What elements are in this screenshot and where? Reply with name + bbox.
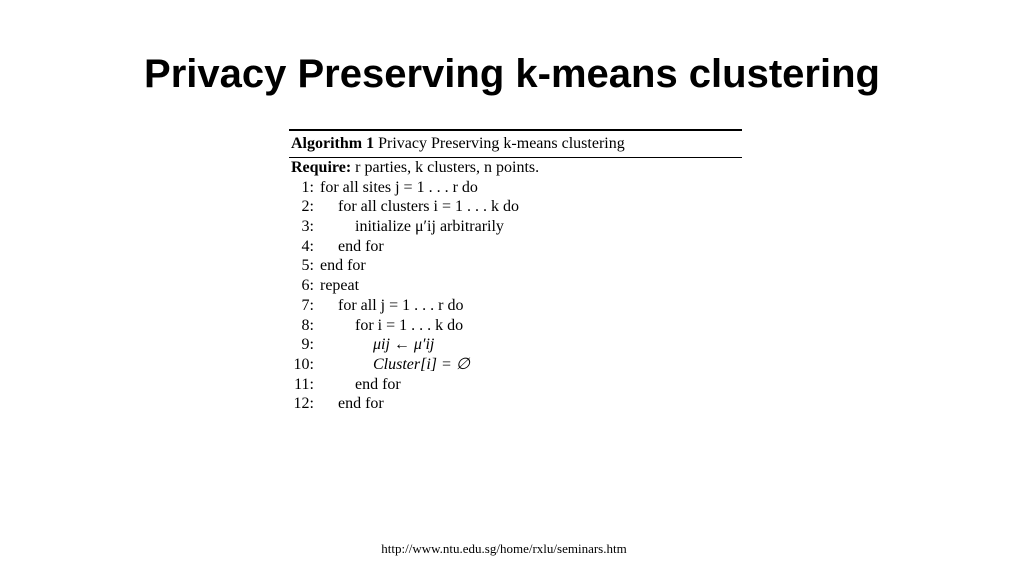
algorithm-name: Privacy Preserving k-means clustering — [378, 135, 625, 152]
line-number: 2: — [301, 198, 314, 216]
algorithm-require-line — [289, 158, 742, 178]
algorithm-line — [289, 394, 742, 414]
algorithm-line — [289, 256, 742, 276]
algorithm-header — [289, 131, 742, 157]
line-number: 6: — [301, 277, 314, 295]
require-text: r parties, k clusters, n points. — [355, 159, 540, 176]
line-code: Cluster[i] = ∅ — [373, 355, 470, 373]
source-url[interactable]: http://www.ntu.edu.sg/home/rxlu/seminars.htm — [381, 541, 627, 556]
line-number: 3: — [301, 218, 314, 236]
line-number: 9: — [301, 336, 314, 354]
line-code: for i = 1 . . . k do — [355, 316, 464, 334]
algorithm-line — [289, 217, 742, 237]
algorithm-line — [289, 237, 742, 257]
algorithm-line — [289, 355, 742, 375]
algorithm-line — [289, 178, 742, 198]
line-number: 10: — [293, 355, 314, 373]
algorithm-line — [289, 316, 742, 336]
line-number: 5: — [301, 257, 314, 275]
algorithm-body — [289, 158, 742, 414]
line-number: 12: — [293, 395, 314, 413]
line-code: end for — [338, 237, 384, 255]
require-keyword: Require: — [291, 159, 352, 176]
algorithm-line — [289, 296, 742, 316]
algorithm-box — [289, 129, 742, 414]
line-number: 11: — [294, 375, 314, 393]
line-code: μij ← μ′ij — [373, 336, 435, 354]
slide-title: Privacy Preserving k-means clustering — [144, 52, 880, 96]
algorithm-line — [289, 335, 742, 355]
line-code: for all clusters i = 1 . . . k do — [338, 198, 519, 216]
line-code: for all sites j = 1 . . . r do — [320, 178, 478, 196]
line-number: 7: — [301, 296, 314, 314]
algorithm-line — [289, 375, 742, 395]
line-number: 1: — [301, 178, 314, 196]
line-code: end for — [338, 395, 384, 413]
algorithm-line — [289, 276, 742, 296]
line-code: for all j = 1 . . . r do — [338, 296, 464, 314]
algorithm-line — [289, 197, 742, 217]
line-code: repeat — [320, 277, 360, 295]
line-code: end for — [320, 257, 366, 275]
line-number: 4: — [301, 237, 314, 255]
algorithm-label: Algorithm 1 — [291, 135, 375, 152]
line-code: initialize μ′ij arbitrarily — [355, 218, 504, 236]
line-code: end for — [355, 375, 401, 393]
line-number: 8: — [301, 316, 314, 334]
